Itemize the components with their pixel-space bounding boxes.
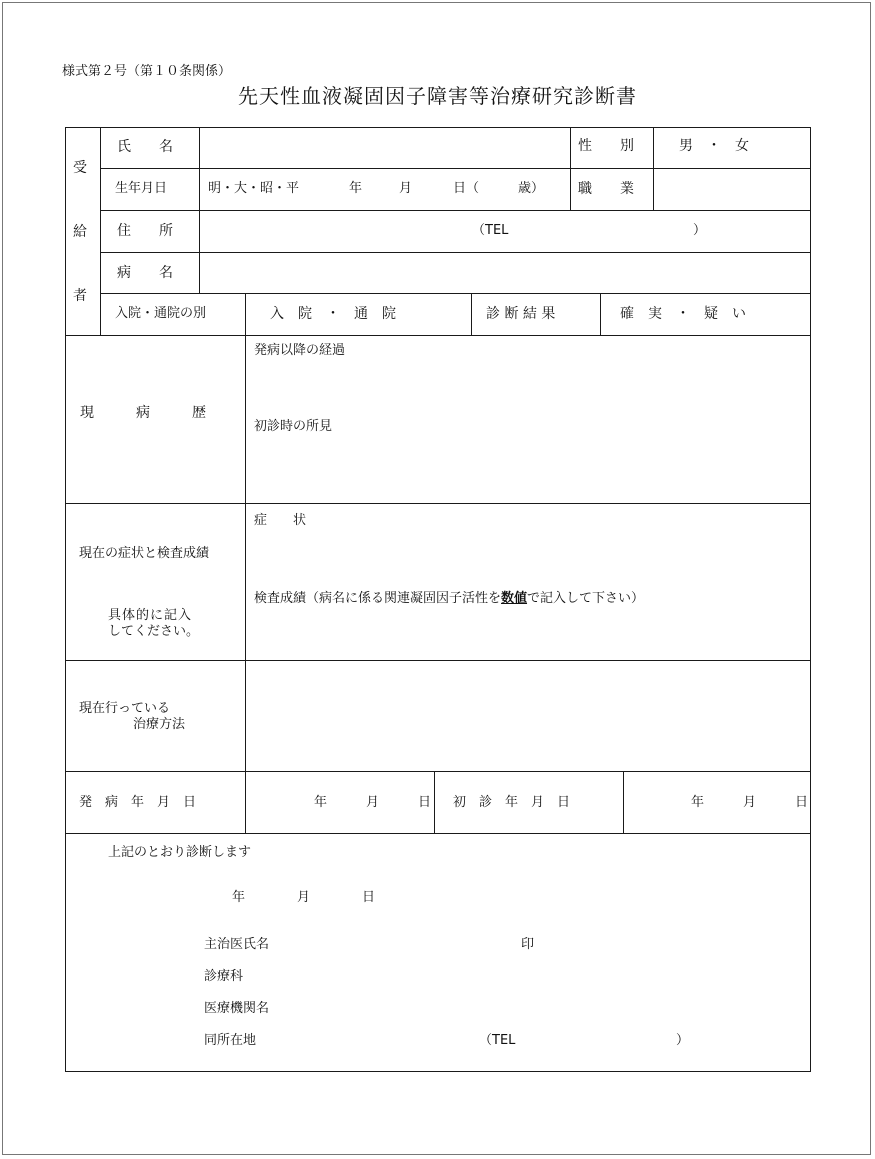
recipient-label-3: 者	[73, 288, 87, 304]
diagnosis-result-options[interactable]: 確 実 ・ 疑 い	[620, 306, 746, 322]
inout-options[interactable]: 入 院 ・ 通 院	[270, 306, 396, 322]
sex-options[interactable]: 男 ・ 女	[679, 138, 749, 154]
disease-label: 病 名	[117, 265, 173, 281]
diagnosis-result-label: 診 断 結 果	[486, 306, 556, 322]
department-label: 診療科	[204, 969, 244, 984]
onset-date-value[interactable]: 年 月 日	[314, 795, 432, 810]
inout-label: 入院・通院の別	[115, 306, 207, 321]
exam-results-label	[254, 591, 644, 607]
name-field[interactable]	[201, 130, 569, 167]
job-field[interactable]	[655, 171, 809, 208]
treatment-label-line1: 現在行っている	[79, 701, 171, 716]
certification-date[interactable]: 年 月 日	[232, 890, 376, 905]
course-label: 発病以降の経過	[254, 343, 346, 358]
first-visit-date-value[interactable]: 年 月 日	[691, 795, 809, 810]
exam-prefix: 検査成績（病名に係る関連凝固因子活性を	[254, 591, 502, 606]
institution-tel: （TEL	[479, 1033, 516, 1048]
symptoms-label: 現在の症状と検査成績	[79, 546, 210, 561]
seal-mark: 印	[521, 937, 535, 952]
address-label: 住 所	[117, 223, 173, 239]
doctor-name-label: 主治医氏名	[204, 937, 270, 952]
form-title: 先天性血液凝固因子障害等治療研究診断書	[238, 84, 637, 108]
institution-label: 医療機関名	[204, 1001, 270, 1016]
history-label: 現 病 歴	[80, 405, 206, 421]
onset-date-label: 発 病 年 月 日	[79, 795, 197, 810]
name-label: 氏 名	[117, 139, 173, 155]
dob-era-options[interactable]: 明・大・昭・平	[208, 181, 300, 196]
symptom-label: 症 状	[254, 513, 307, 528]
institution-address-label: 同所在地	[204, 1033, 257, 1048]
dob-month: 月	[399, 181, 413, 196]
form-number: 様式第２号（第１０条関係）	[62, 64, 232, 79]
job-label: 職 業	[578, 181, 634, 197]
address-tel: （TEL	[472, 223, 509, 238]
sex-label: 性 別	[578, 138, 634, 154]
dob-age: 歳）	[518, 181, 545, 196]
dob-day: 日（	[453, 181, 480, 196]
treatment-label-line2: 治療方法	[133, 717, 186, 732]
dob-year: 年	[349, 181, 363, 196]
recipient-label-2: 給	[73, 224, 87, 240]
exam-suffix: で記入して下さい）	[527, 591, 645, 606]
dob-label: 生年月日	[115, 181, 168, 196]
recipient-label-1: 受	[73, 160, 87, 176]
institution-tel-close: ）	[676, 1033, 690, 1048]
certification-statement: 上記のとおり診断します	[108, 845, 252, 860]
symptoms-note-line1: 具体的に記入	[108, 608, 193, 623]
exam-emphasis: 数値	[501, 591, 528, 606]
symptoms-note-line2: してください。	[108, 624, 200, 639]
disease-field[interactable]	[201, 255, 809, 292]
initial-findings-label: 初診時の所見	[254, 419, 333, 434]
first-visit-date-label: 初 診 年 月 日	[453, 795, 571, 810]
address-tel-close: ）	[693, 223, 707, 238]
